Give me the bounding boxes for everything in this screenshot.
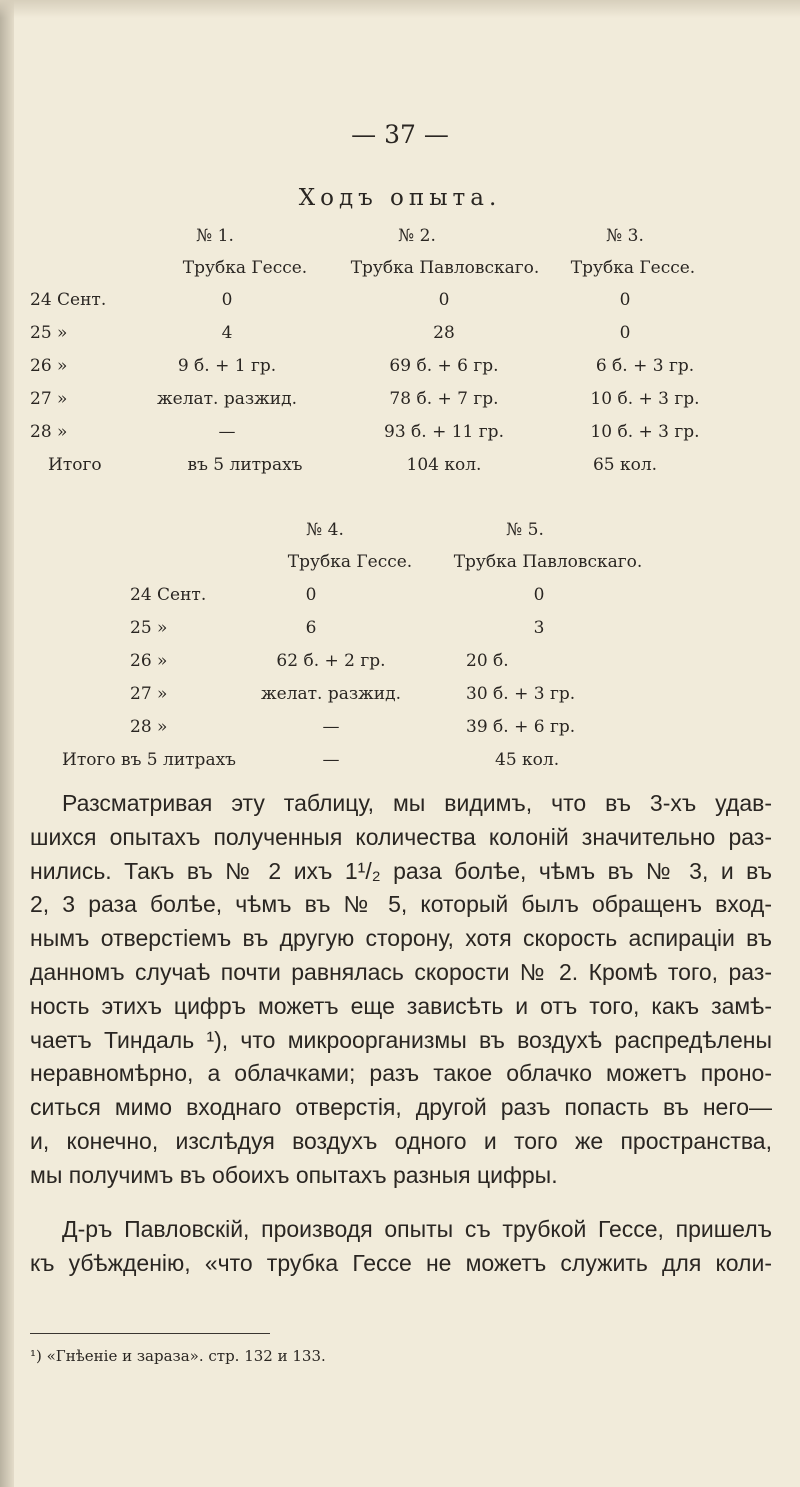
col-header-num-4: № 4. (306, 520, 344, 540)
table-cell: 28 (433, 323, 455, 343)
text-line: Разсматривая эту таблицу, мы видимъ, что въ 3-хъ удав- (62, 790, 772, 816)
col-header-name-5: Трубка Павловскаго. (453, 552, 643, 572)
table-cell: желат. разжид. (157, 389, 297, 409)
footnote-rule (30, 1333, 270, 1334)
text-line: нымъ отверстіемъ въ другую сторону, хотя скорость аспираціи въ (30, 925, 772, 952)
table-cell: 20 б. (466, 651, 509, 671)
table-cell: 9 б. + 1 гр. (177, 356, 277, 376)
table-cell: 39 б. + 6 гр. (466, 717, 576, 737)
row-label: 28 » (130, 717, 168, 737)
row-label: 27 » (30, 389, 68, 409)
table-cell: — (322, 750, 340, 770)
table-cell: 0 (619, 290, 631, 310)
row-label: 25 » (30, 323, 68, 343)
table-cell: 78 б. + 7 гр. (389, 389, 499, 409)
row-label: 24 Сент. (130, 585, 207, 605)
table-cell: 0 (438, 290, 450, 310)
table-cell: въ 5 литрахъ (187, 455, 303, 475)
col-header-num-3: № 3. (606, 226, 644, 246)
row-label: 28 » (30, 422, 68, 442)
col-header-num-5: № 5. (506, 520, 544, 540)
footnote: ¹) «Гнѣеніе и зараза». стр. 132 и 133. (30, 1347, 326, 1365)
table-cell: желат. разжид. (261, 684, 401, 704)
text-line: данномъ случаѣ почти равнялась скорости № 2. Кромѣ того, раз- (30, 958, 772, 985)
row-label: 24 Сент. (30, 290, 107, 310)
table-cell: 10 б. + 3 гр. (590, 422, 700, 442)
table-cell: 4 (221, 323, 233, 343)
table-cell: 69 б. + 6 гр. (389, 356, 499, 376)
page-binding-shadow (0, 0, 14, 1487)
col-header-name-2: Трубка Павловскаго. (350, 258, 540, 278)
row-label: 26 » (30, 356, 68, 376)
text-line: шихся опытахъ полученныя количества колоній значительно раз- (30, 823, 772, 850)
row-label: 27 » (130, 684, 168, 704)
col-header-num-1: № 1. (196, 226, 234, 246)
text-line: мы получимъ въ обоихъ опытахъ разныя цифры. (30, 1161, 558, 1188)
page-top-shadow (0, 0, 800, 18)
text-line: нились. Такъ въ № 2 ихъ 1¹/₂ раза болѣе, чѣмъ въ № 3, и въ (30, 857, 772, 884)
text-line: неравномѣрно, а облачками; разъ такое облачко можетъ проно- (30, 1060, 772, 1087)
body-paragraph-2 (30, 1213, 772, 1281)
table-cell: 30 б. + 3 гр. (466, 684, 576, 704)
table-cell: 62 б. + 2 гр. (276, 651, 386, 671)
table-cell: 45 кол. (495, 750, 560, 770)
row-label-total: Итого въ 5 литрахъ (62, 750, 236, 770)
table-cell: 0 (305, 585, 317, 605)
text-line: ситься мимо входнаго отверстія, другой разъ попасть въ него— (30, 1094, 772, 1121)
row-label: 26 » (130, 651, 168, 671)
text-line: и, конечно, изслѣдуя воздухъ одного и того же пространства, (30, 1127, 772, 1154)
col-header-name-1: Трубка Гессе. (182, 258, 308, 278)
text-line: чаетъ Тиндаль ¹), что микроорганизмы въ воздухѣ распредѣлены (30, 1026, 772, 1053)
table-cell: 10 б. + 3 гр. (590, 389, 700, 409)
text-line: 2, 3 раза болѣе, чѣмъ въ № 5, который былъ обращенъ вход- (30, 891, 772, 918)
table-cell: 6 б. + 3 гр. (595, 356, 695, 376)
text-line: Д-ръ Павловскій, производя опыты съ трубкой Гессе, пришелъ (62, 1216, 772, 1242)
table-cell: 0 (533, 585, 545, 605)
row-label-total: Итого (48, 455, 102, 475)
text-line: ность этихъ цифръ можетъ еще зависѣть и отъ того, какъ замѣ- (30, 992, 772, 1019)
table-cell: 3 (533, 618, 545, 638)
table-cell: — (218, 422, 236, 442)
table-cell: 65 кол. (592, 455, 658, 475)
col-header-num-2: № 2. (398, 226, 436, 246)
row-label: 25 » (130, 618, 168, 638)
table-cell: 104 кол. (406, 455, 482, 475)
col-header-name-3: Трубка Гессе. (570, 258, 696, 278)
page-number: — 37 — (351, 120, 449, 149)
table-cell: 0 (221, 290, 233, 310)
table-cell: 6 (305, 618, 317, 638)
table-cell: 93 б. + 11 гр. (384, 422, 504, 442)
table-cell: 0 (619, 323, 631, 343)
body-paragraph-1 (30, 787, 772, 1193)
table-title: Ходъ опыта. (298, 185, 502, 211)
text-line: къ убѣжденію, «что трубка Гессе не можетъ служить для коли- (30, 1249, 772, 1276)
table-cell: — (322, 717, 340, 737)
col-header-name-4: Трубка Гессе. (287, 552, 413, 572)
